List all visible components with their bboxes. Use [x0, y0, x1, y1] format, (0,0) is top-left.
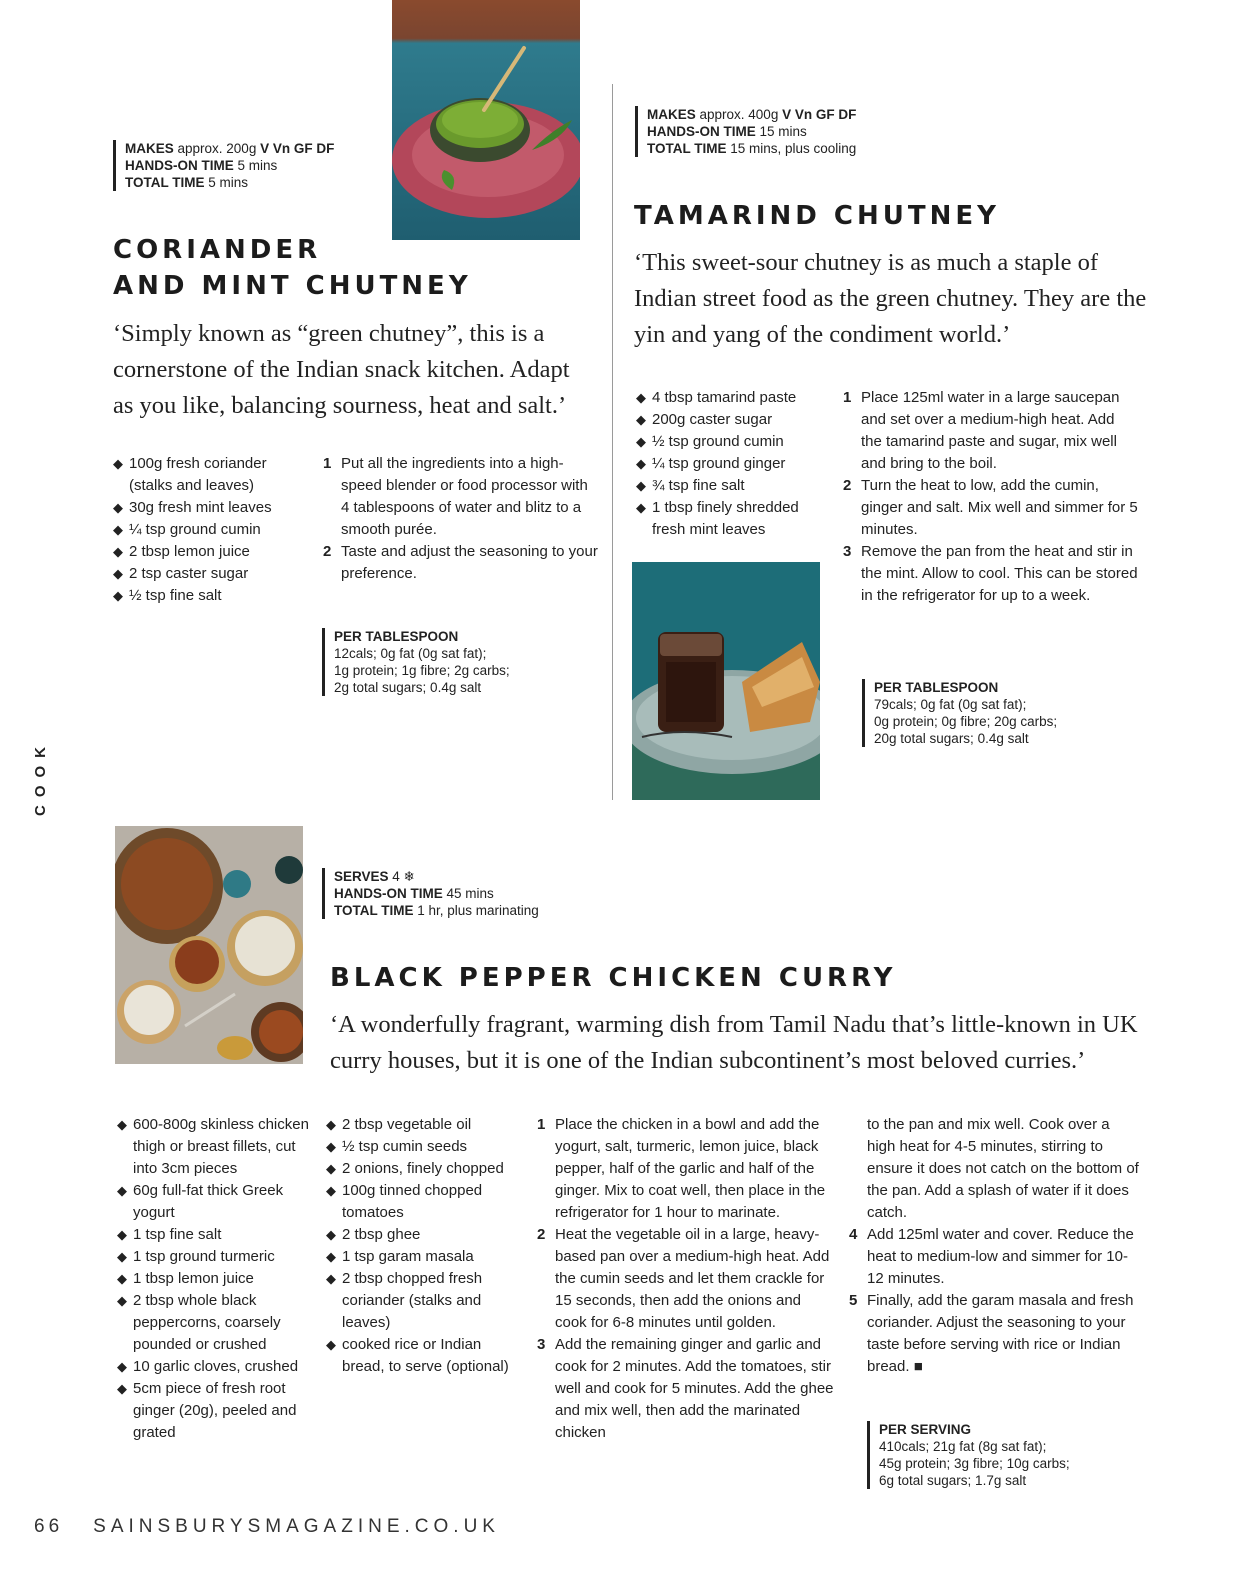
freezable-icon: ❄ — [403, 869, 415, 884]
step-text: Turn the heat to low, add the cumin, ginger and salt. Mix well and simmer for 5 minutes. — [861, 477, 1138, 538]
total-time-line — [334, 902, 539, 919]
tamarind-chutney-photo-illustration — [632, 562, 820, 800]
ingredient-item: ◆ 1 tsp fine salt — [117, 1224, 312, 1246]
coriander-intro: ‘Simply known as “green chutney”, this is a cornerstone of the Indian snack kitchen. Adapt as you like, balancing sourness, heat and salt.’ — [113, 320, 570, 419]
method-step — [537, 1334, 835, 1444]
method-continuation: to the pan and mix well. Cook over a high heat for 4-5 minutes, stirring to ensure it does not catch on the bottom of the pan. Add a splash of water if it does catch. — [867, 1116, 1139, 1221]
nutrition-line: 2g total sugars; 0.4g salt — [334, 680, 482, 695]
ingredient-item: ◆ 600-800g skinless chicken thigh or breast fillets, cut into 3cm pieces — [117, 1114, 312, 1180]
makes-line — [647, 106, 856, 123]
step-text: Finally, add the garam masala and fresh coriander. Adjust the seasoning to your taste before serving with rice or Indian bread. ■ — [867, 1292, 1134, 1375]
step-text: Place 125ml water in a large saucepan and set over a medium-high heat. Add the tamarind paste and sugar, mix well and bring to the boil. — [861, 389, 1120, 472]
step-text: Place the chicken in a bowl and add the yogurt, salt, turmeric, lemon juice, black pepper, half of the garlic and half of the ginger. Mix to coat well, then place in the refrigerator for 1 hour to marinate. — [555, 1116, 826, 1221]
hands-on-label: HANDS-ON TIME — [334, 886, 443, 901]
tamarind-ingredients — [636, 387, 826, 541]
coriander-ingredients — [113, 453, 303, 607]
column-divider — [612, 84, 613, 800]
coriander-meta — [113, 140, 334, 191]
total-time-value: 1 hr, plus marinating — [413, 903, 539, 918]
curry-method-steps — [849, 1224, 1139, 1378]
method-step — [843, 387, 1138, 475]
step-number: 2 — [323, 543, 332, 560]
method-step — [843, 475, 1138, 541]
step-number: 2 — [843, 477, 852, 494]
method-step — [849, 1224, 1139, 1290]
site-url[interactable]: SAINSBURYSMAGAZINE.CO.UK — [93, 1516, 500, 1537]
step-number: 1 — [537, 1116, 546, 1133]
method-step — [323, 541, 598, 585]
diet-badges: V Vn GF DF — [782, 107, 857, 122]
method-step — [537, 1114, 835, 1224]
curry-intro: ‘A wonderfully fragrant, warming dish from Tamil Nadu that’s little-known in UK curry houses, but it is one of the Indian subcontinent’s most beloved curries.’ — [330, 1011, 1138, 1074]
curry-method-col2 — [849, 1114, 1139, 1378]
total-time-label: TOTAL TIME — [334, 903, 414, 918]
ingredient-item: ◆ 2 tbsp whole black peppercorns, coarsely pounded or crushed — [117, 1290, 312, 1356]
step-text: Heat the vegetable oil in a large, heavy-based pan over a medium-high heat. Add the cumin seeds and let them crackle for 15 seconds, then add the onions and cook for 6-8 minutes until golden. — [555, 1226, 830, 1331]
ingredient-item: ◆ 30g fresh mint leaves — [113, 497, 303, 519]
total-time-line — [125, 174, 334, 191]
ingredient-item: ◆ 60g full-fat thick Greek yogurt — [117, 1180, 312, 1224]
ingredient-item: ◆ ¼ tsp ground ginger — [636, 453, 826, 475]
tamarind-method — [843, 387, 1138, 607]
step-text: Add the remaining ginger and garlic and cook for 2 minutes. Add the tomatoes, stir well and cook for 5 minutes. Add the ghee and mix well, then add the marinated chicken — [555, 1336, 834, 1441]
step-text: Taste and adjust the seasoning to your preference. — [341, 543, 598, 582]
step-number: 5 — [849, 1292, 858, 1309]
ingredient-item: ◆ 2 tsp caster sugar — [113, 563, 303, 585]
ingredient-item: ◆ cooked rice or Indian bread, to serve (optional) — [326, 1334, 516, 1378]
curry-ingredients-col1 — [117, 1114, 312, 1444]
nutrition-line: 79cals; 0g fat (0g sat fat); — [874, 697, 1027, 712]
makes-value: approx. 200g — [173, 141, 261, 156]
page-number: 66 — [34, 1516, 64, 1537]
ingredient-item: ◆ 100g tinned chopped tomatoes — [326, 1180, 516, 1224]
coriander-chutney-photo-illustration — [392, 0, 580, 240]
diet-badges: V Vn GF DF — [260, 141, 335, 156]
nutrition-line: 12cals; 0g fat (0g sat fat); — [334, 646, 487, 661]
curry-ingredients-col2 — [326, 1114, 516, 1378]
step-text: Add 125ml water and cover. Reduce the heat to medium-low and simmer for 10-12 minutes. — [867, 1226, 1134, 1287]
tamarind-title: TAMARIND CHUTNEY — [634, 201, 1000, 231]
step-text: Remove the pan from the heat and stir in the mint. Allow to cool. This can be stored in the refrigerator for up to a week. — [861, 543, 1138, 604]
ingredient-item: ◆ 1 tbsp finely shredded fresh mint leaves — [636, 497, 826, 541]
hands-on-line — [125, 157, 334, 174]
coriander-title-line2: AND MINT CHUTNEY — [113, 271, 472, 301]
ingredient-item: ◆ 2 onions, finely chopped — [326, 1158, 516, 1180]
step-number: 2 — [537, 1226, 546, 1243]
tamarind-meta — [635, 106, 856, 157]
nutrition-line: 1g protein; 1g fibre; 2g carbs; — [334, 663, 510, 678]
section-side-label: COOK — [32, 739, 49, 816]
ingredient-item: ◆ ½ tsp ground cumin — [636, 431, 826, 453]
hands-on-label: HANDS-ON TIME — [125, 158, 234, 173]
nutrition-line: 410cals; 21g fat (8g sat fat); — [879, 1439, 1047, 1454]
ingredient-item: ◆ 4 tbsp tamarind paste — [636, 387, 826, 409]
curry-method-col1 — [537, 1114, 835, 1444]
nutrition-line: 6g total sugars; 1.7g salt — [879, 1473, 1027, 1488]
ingredient-item: ◆ 2 tbsp chopped fresh coriander (stalks and leaves) — [326, 1268, 516, 1334]
curry-meta — [322, 868, 539, 919]
step-text: Put all the ingredients into a high-speed blender or food processor with 4 tablespoons of water and blitz to a smooth purée. — [341, 455, 588, 538]
total-time-value: 15 mins, plus cooling — [726, 141, 857, 156]
nutrition-heading: PER SERVING — [879, 1422, 972, 1437]
chicken-curry-photo-illustration — [115, 826, 303, 1064]
coriander-title — [113, 232, 472, 304]
hands-on-line — [334, 885, 539, 902]
method-step — [843, 541, 1138, 607]
nutrition-heading: PER TABLESPOON — [334, 629, 459, 644]
curry-title: BLACK PEPPER CHICKEN CURRY — [330, 963, 897, 993]
hands-on-value: 5 mins — [233, 158, 278, 173]
step-number: 3 — [843, 543, 852, 560]
nutrition-heading: PER TABLESPOON — [874, 680, 999, 695]
makes-line — [125, 140, 334, 157]
step-number: 4 — [849, 1226, 858, 1243]
ingredient-item: ◆ 2 tbsp vegetable oil — [326, 1114, 516, 1136]
method-step — [323, 453, 598, 541]
total-time-line — [647, 140, 856, 157]
coriander-method — [323, 453, 598, 585]
ingredient-item: ◆ 10 garlic cloves, crushed — [117, 1356, 312, 1378]
serves-label: SERVES — [334, 869, 389, 884]
ingredient-item: ◆ 1 tsp ground turmeric — [117, 1246, 312, 1268]
serves-value: 4 — [388, 869, 404, 884]
ingredient-item: ◆ 1 tbsp lemon juice — [117, 1268, 312, 1290]
ingredient-item: ◆ ½ tsp cumin seeds — [326, 1136, 516, 1158]
ingredient-item: ◆ 2 tbsp ghee — [326, 1224, 516, 1246]
coriander-nutrition — [322, 628, 510, 696]
step-number: 1 — [843, 389, 852, 406]
tamarind-chutney-photo — [632, 562, 820, 800]
method-step — [849, 1290, 1139, 1378]
ingredient-item: ◆ ¾ tsp fine salt — [636, 475, 826, 497]
coriander-title-line1: CORIANDER — [113, 235, 322, 265]
makes-value: approx. 400g — [695, 107, 783, 122]
hands-on-label: HANDS-ON TIME — [647, 124, 756, 139]
page-footer — [34, 1516, 500, 1538]
tamarind-intro: ‘This sweet-sour chutney is as much a staple of Indian street food as the green chutney. They are the yin and yang of the condiment world.’ — [634, 249, 1147, 348]
total-time-label: TOTAL TIME — [125, 175, 205, 190]
ingredient-item: ◆ ½ tsp fine salt — [113, 585, 303, 607]
tamarind-nutrition — [862, 679, 1057, 747]
nutrition-line: 0g protein; 0g fibre; 20g carbs; — [874, 714, 1058, 729]
hands-on-value: 15 mins — [755, 124, 807, 139]
makes-label: MAKES — [647, 107, 696, 122]
ingredient-item: ◆ 200g caster sugar — [636, 409, 826, 431]
step-number: 1 — [323, 455, 332, 472]
coriander-chutney-photo — [392, 0, 580, 240]
total-time-value: 5 mins — [204, 175, 249, 190]
hands-on-value: 45 mins — [442, 886, 494, 901]
ingredient-item: ◆ 1 tsp garam masala — [326, 1246, 516, 1268]
ingredient-item: ◆ 100g fresh coriander (stalks and leaves) — [113, 453, 303, 497]
ingredient-item: ◆ ¼ tsp ground cumin — [113, 519, 303, 541]
nutrition-line: 45g protein; 3g fibre; 10g carbs; — [879, 1456, 1070, 1471]
method-step — [537, 1224, 835, 1334]
ingredient-item: ◆ 5cm piece of fresh root ginger (20g), peeled and grated — [117, 1378, 312, 1444]
nutrition-line: 20g total sugars; 0.4g salt — [874, 731, 1029, 746]
total-time-label: TOTAL TIME — [647, 141, 727, 156]
ingredient-item: ◆ 2 tbsp lemon juice — [113, 541, 303, 563]
step-number: 3 — [537, 1336, 546, 1353]
serves-line — [334, 868, 539, 885]
chicken-curry-photo — [115, 826, 303, 1064]
hands-on-line — [647, 123, 856, 140]
makes-label: MAKES — [125, 141, 174, 156]
curry-nutrition — [867, 1421, 1070, 1489]
